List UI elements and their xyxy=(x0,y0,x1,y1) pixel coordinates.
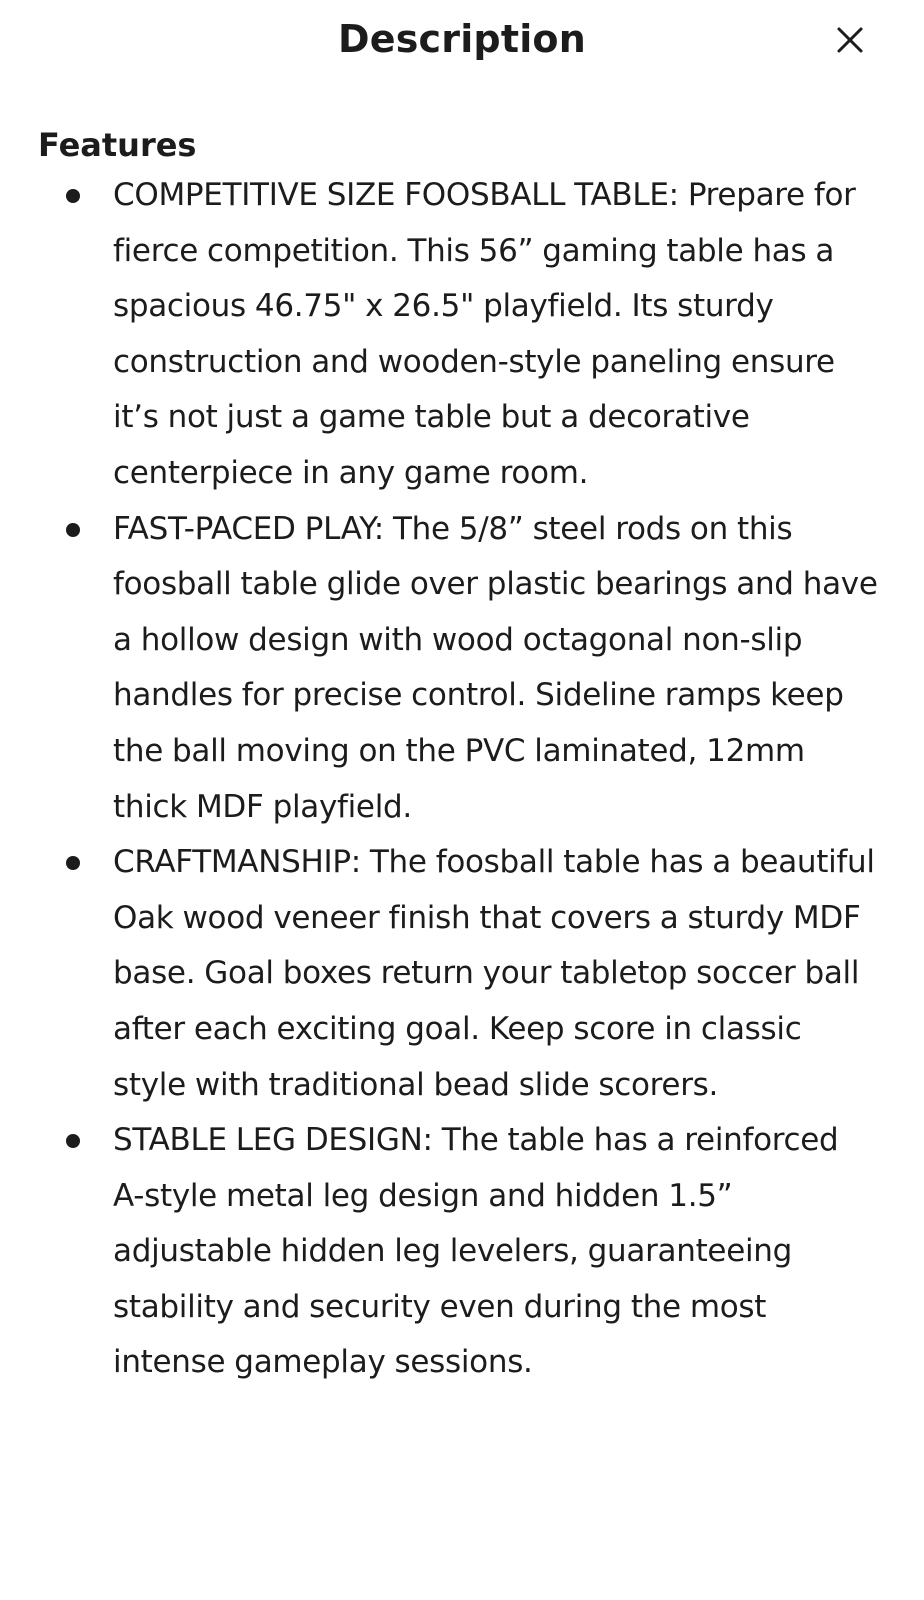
bullet-icon xyxy=(66,523,80,537)
modal-title: Description xyxy=(338,17,586,61)
features-heading: Features xyxy=(38,126,197,164)
feature-item xyxy=(38,502,878,836)
close-button[interactable] xyxy=(832,22,868,58)
feature-text: STABLE LEG DESIGN: The table has a reinforced A-style metal leg design and hidden 1.5” adjustable hidden leg levelers, guaranteeing stability and security even during the most intense gameplay sessions. xyxy=(113,1122,839,1381)
feature-text: CRAFTMANSHIP: The foosball table has a beautiful Oak wood veneer finish that covers a sturdy MDF base. Goal boxes return your tabletop soccer ball after each exciting goal. Keep score in classic style with traditional bead slide scorers. xyxy=(113,844,875,1103)
feature-text: COMPETITIVE SIZE FOOSBALL TABLE: Prepare for fierce competition. This 56” gaming table has a spacious 46.75" x 26.5" playfield. Its sturdy construction and wooden-style paneling ensure it’s not just a game table but a decorative centerpiece in any game room. xyxy=(113,177,856,491)
feature-item xyxy=(38,168,878,502)
feature-item xyxy=(38,1113,878,1391)
bullet-icon xyxy=(66,189,80,203)
bullet-icon xyxy=(66,1134,80,1148)
feature-item xyxy=(38,835,878,1113)
features-list xyxy=(38,168,878,1391)
modal-header xyxy=(0,0,924,80)
description-content xyxy=(38,122,878,1391)
feature-text: FAST-PACED PLAY: The 5/8” steel rods on this foosball table glide over plastic bearings and have a hollow design with wood octagonal non-slip handles for precise control. Sideline ramps keep the ball moving on the PVC laminated, 12mm thick MDF playfield. xyxy=(113,510,878,825)
close-icon xyxy=(832,22,868,58)
bullet-icon xyxy=(66,856,80,870)
